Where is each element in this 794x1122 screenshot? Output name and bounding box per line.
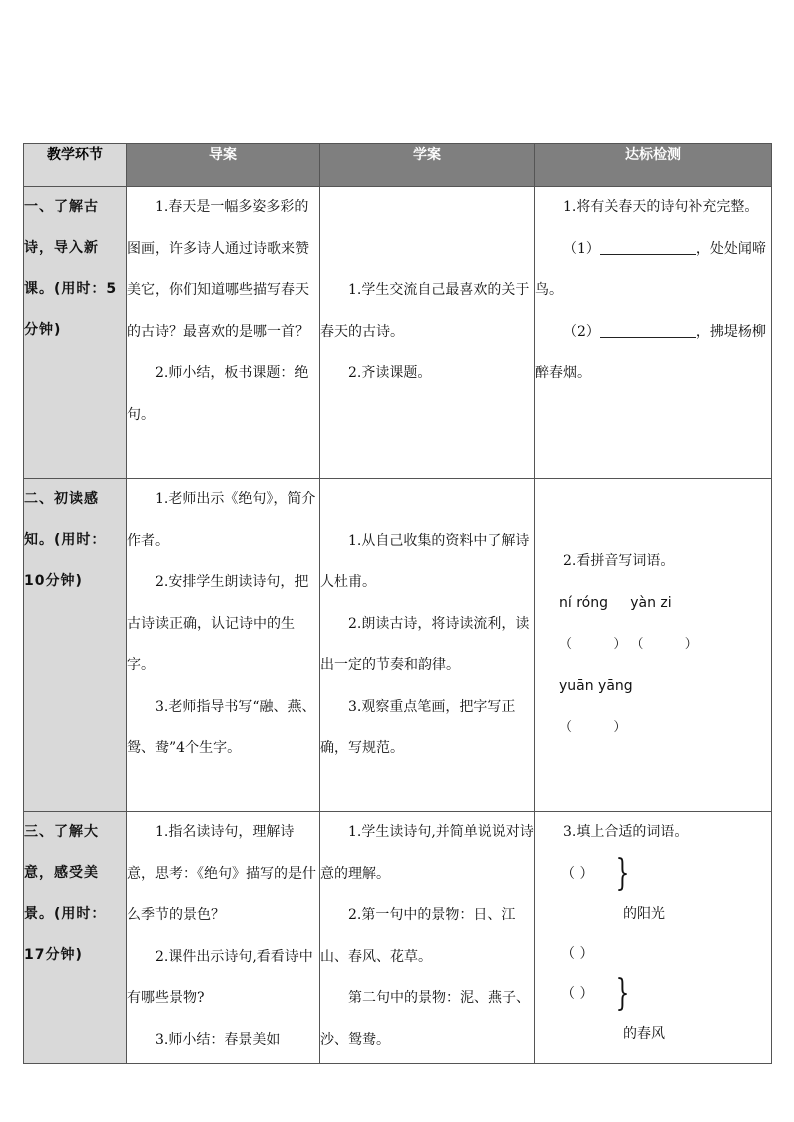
test-cell bbox=[535, 187, 772, 479]
study-cell bbox=[320, 479, 535, 812]
answer-parentheses[interactable]: （ ） （ ） bbox=[559, 637, 698, 653]
pinyin-line: yuān yāng bbox=[559, 677, 633, 694]
item-text: ，处处闻啼鸟。 bbox=[535, 240, 766, 298]
study-item: 1.学生交流自己最喜欢的关于春天的古诗。 bbox=[320, 282, 530, 340]
fill-word-group bbox=[535, 854, 771, 1054]
phrase: 的阳光 bbox=[623, 905, 665, 922]
item-text: ，拂堤杨柳醉春烟。 bbox=[535, 323, 766, 381]
guide-item: 2.课件出示诗句,看看诗中有哪些景物? bbox=[127, 948, 313, 1006]
pinyin-line: ní róng yàn zi bbox=[559, 594, 672, 611]
test-title: 3.填上合适的词语。 bbox=[563, 824, 689, 840]
study-cell bbox=[320, 187, 535, 479]
test-cell bbox=[535, 479, 772, 812]
header-study-plan: 学案 bbox=[320, 144, 535, 187]
test-title: 2.看拼音写词语。 bbox=[563, 553, 675, 570]
brace-icon: } bbox=[615, 972, 630, 1014]
study-item: 1.从自己收集的资料中了解诗人杜甫。 bbox=[320, 532, 530, 590]
brace-icon: } bbox=[615, 852, 630, 894]
guide-item: 3.老师指导书写“融、燕、鸳、鸯”4个生字。 bbox=[127, 698, 316, 756]
fill-blank[interactable] bbox=[600, 240, 696, 255]
answer-parentheses[interactable]: （ ） bbox=[561, 945, 594, 962]
study-item: 第二句中的景物：泥、燕子、沙、鸳鸯。 bbox=[320, 990, 530, 1048]
guide-item: 3.师小结：春景美如 bbox=[155, 1031, 281, 1048]
guide-cell bbox=[127, 187, 320, 479]
guide-item: 1.指名读诗句，理解诗意，思考：《绝句》描写的是什么季节的景色？ bbox=[127, 824, 316, 923]
item-number: （1） bbox=[563, 240, 600, 257]
study-item: 3.观察重点笔画，把字写正确，写规范。 bbox=[320, 698, 516, 756]
table-row bbox=[24, 812, 772, 1064]
phrase: 的春风 bbox=[623, 1025, 665, 1042]
test-title: 1.将有关春天的诗句补充完整。 bbox=[563, 199, 759, 215]
section-label: 一、了解古诗，导入新课。(用时：5分钟) bbox=[24, 187, 127, 479]
answer-parentheses[interactable]: （ ） bbox=[559, 720, 627, 736]
guide-item: 1.老师出示《绝句》，简介作者。 bbox=[127, 491, 316, 549]
guide-cell bbox=[127, 479, 320, 812]
header-teaching-stage: 教学环节 bbox=[24, 144, 127, 187]
study-item: 2.齐读课题。 bbox=[348, 365, 432, 382]
header-assessment: 达标检测 bbox=[535, 144, 772, 187]
fill-blank[interactable] bbox=[600, 323, 696, 338]
answer-parentheses[interactable]: （ ） bbox=[561, 985, 594, 1002]
answer-parentheses[interactable]: （ ） bbox=[561, 865, 594, 882]
guide-cell bbox=[127, 812, 320, 1064]
section-label: 二、初读感知。(用时：10分钟) bbox=[24, 479, 127, 812]
table-row bbox=[24, 479, 772, 812]
table-row bbox=[24, 187, 772, 479]
guide-item: 2.安排学生朗读诗句，把古诗读正确，认记诗中的生字。 bbox=[127, 574, 309, 673]
test-item bbox=[535, 312, 771, 395]
guide-item: 2.师小结，板书课题：绝句。 bbox=[127, 365, 309, 423]
study-item: 2.第一句中的景物：日、江山、春风、花草。 bbox=[320, 907, 516, 965]
lesson-plan-table bbox=[23, 143, 772, 1064]
study-item: 1.学生读诗句,并简单说说对诗意的理解。 bbox=[320, 824, 534, 882]
test-item bbox=[535, 229, 771, 312]
guide-item: 1.春天是一幅多姿多彩的图画，许多诗人通过诗歌来赞美它，你们知道哪些描写春天的古诗？最喜欢的是哪一首？ bbox=[127, 199, 309, 340]
study-item: 2.朗读古诗，将诗读流利，读出一定的节奏和韵律。 bbox=[320, 615, 530, 673]
header-guide-plan: 导案 bbox=[127, 144, 320, 187]
test-cell bbox=[535, 812, 772, 1064]
study-cell bbox=[320, 812, 535, 1064]
section-label: 三、了解大意，感受美景。(用时：17分钟) bbox=[24, 812, 127, 1064]
header-row bbox=[24, 144, 772, 187]
item-number: （2） bbox=[563, 323, 600, 340]
